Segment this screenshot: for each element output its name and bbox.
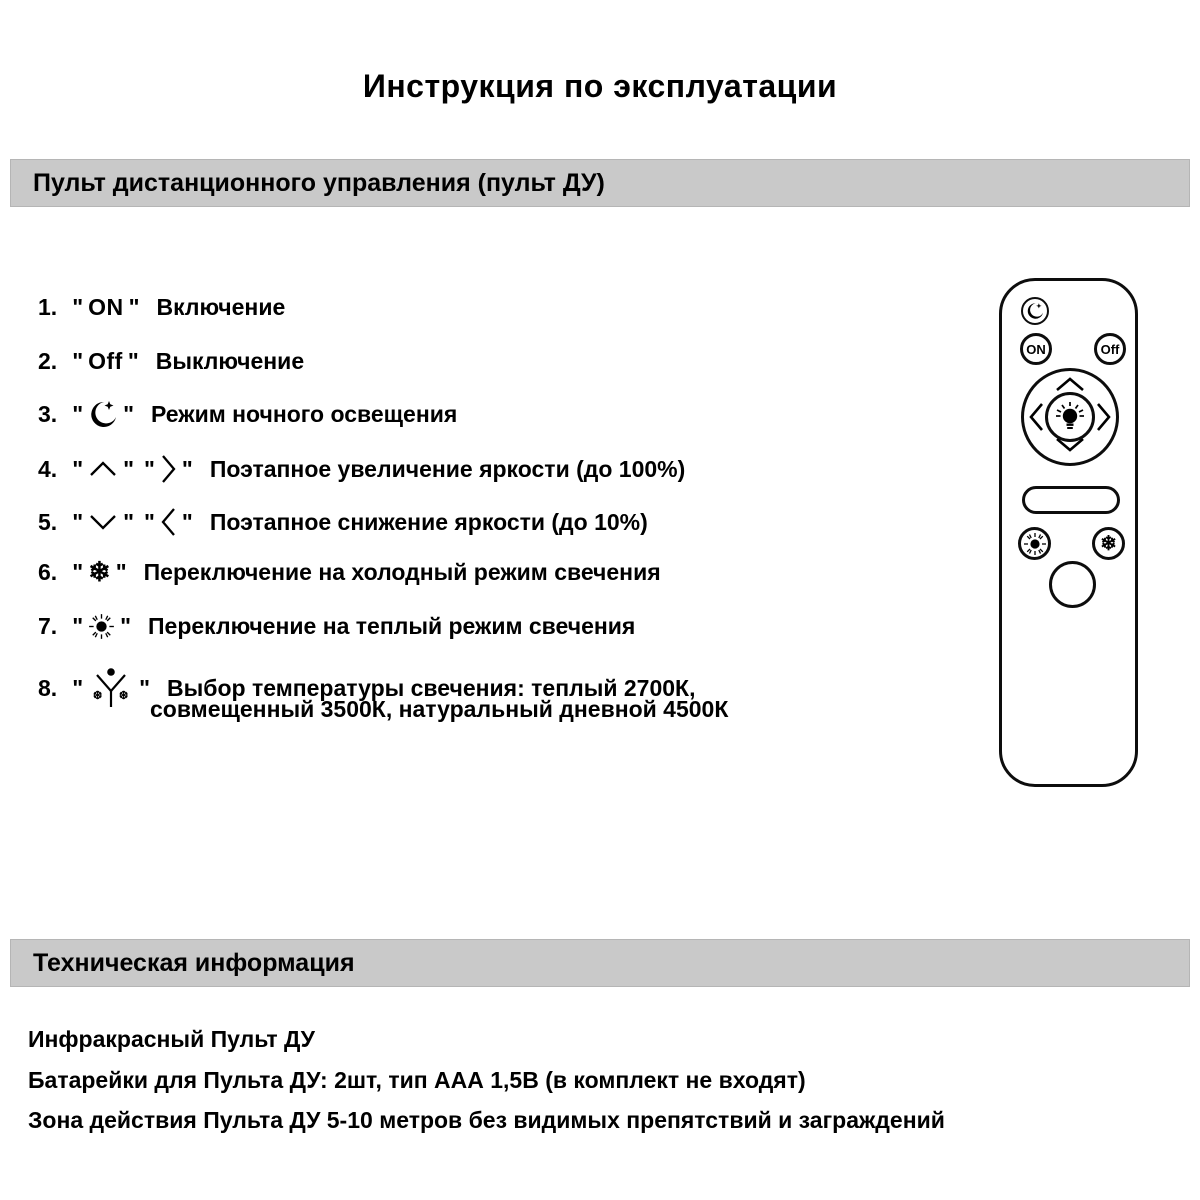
quote-mark: "	[123, 400, 134, 427]
quote-mark: "	[115, 559, 127, 585]
quote-mark: "	[72, 348, 84, 374]
quote-mark: "	[128, 294, 140, 320]
remote-night-mode-button	[1021, 297, 1049, 325]
svg-text:❆: ❆	[93, 690, 103, 702]
instruction-number: 6.	[38, 559, 58, 585]
sun-icon	[1023, 532, 1047, 556]
quote-mark: "	[181, 455, 193, 482]
remote-pill-button	[1022, 486, 1120, 514]
instruction-number: 1.	[38, 294, 58, 320]
temp-select-icon	[88, 666, 134, 710]
quote-mark: "	[123, 508, 134, 535]
chevron-up-icon	[88, 460, 118, 478]
moon-star-icon	[1026, 302, 1044, 320]
instruction-number: 2.	[38, 348, 58, 374]
chevron-left-icon	[160, 505, 177, 539]
instruction-label: Режим ночного освещения	[151, 400, 458, 427]
instruction-label: Поэтапное увеличение яркости (до 100%)	[209, 455, 686, 482]
remote-off-label: Off	[1100, 341, 1120, 357]
remote-warm-mode-button	[1018, 527, 1051, 560]
quote-mark: "	[72, 674, 84, 701]
instruction-label: Поэтапное снижение яркости (до 10%)	[209, 508, 648, 535]
dpad-left-arrow-icon	[1029, 401, 1044, 438]
instruction-8-label-line2: совмещенный 3500К, натуральный дневной 4500К	[150, 696, 729, 722]
remote-control-illustration	[999, 278, 1138, 787]
remote-off-button	[1094, 333, 1126, 365]
instruction-number: 3.	[38, 400, 58, 427]
section-header-tech	[10, 939, 1190, 987]
instruction-item-7	[38, 613, 635, 640]
quote-mark: "	[72, 400, 84, 427]
instruction-number: 5.	[38, 508, 58, 535]
tech-info-line-2: Батарейки для Пульта ДУ: 2шт, тип ААА 1,5В (в комплект не входят)	[28, 1067, 806, 1093]
remote-on-label: ON	[1026, 341, 1046, 357]
quote-mark: "	[139, 674, 150, 701]
section-header-remote	[10, 159, 1190, 207]
quote-mark: "	[144, 508, 155, 535]
moon-star-icon	[88, 399, 118, 429]
svg-text:❆: ❆	[119, 690, 129, 702]
remote-bottom-round-button	[1049, 561, 1096, 608]
instruction-label: Переключение на холодный режим свечения	[143, 559, 661, 585]
button-name-text: ON	[88, 294, 124, 320]
quote-mark: "	[123, 455, 134, 482]
instruction-item-6	[38, 559, 661, 586]
remote-on-button	[1020, 333, 1052, 365]
instruction-item-4	[38, 452, 685, 486]
button-name-text: Off	[88, 348, 123, 374]
snowflake-icon: ❄	[88, 557, 111, 587]
chevron-down-icon	[88, 513, 118, 531]
instruction-item-3	[38, 399, 457, 429]
page-title: Инструкция по эксплуатации	[362, 68, 838, 104]
quote-mark: "	[72, 455, 84, 482]
quote-mark: "	[72, 613, 84, 639]
instruction-label: Выбор температуры свечения: теплый 2700К,	[167, 674, 696, 701]
bulb-icon	[1055, 401, 1085, 433]
instruction-item-5	[38, 505, 648, 539]
snowflake-icon: ❄	[1100, 533, 1117, 555]
instruction-item-2	[38, 348, 304, 375]
instruction-label: Выключение	[155, 348, 305, 374]
quote-mark: "	[72, 294, 84, 320]
remote-bulb-button	[1045, 392, 1095, 442]
quote-mark: "	[144, 455, 155, 482]
section-header-remote-label: Пульт дистанционного управления (пульт ДУ)	[33, 168, 605, 197]
instruction-label: Переключение на теплый режим свечения	[148, 613, 636, 639]
tech-info-line-1: Инфракрасный Пульт ДУ	[28, 1026, 315, 1052]
instruction-item-1	[38, 294, 285, 321]
section-header-tech-label: Техническая информация	[33, 948, 355, 977]
instruction-number: 4.	[38, 455, 58, 482]
quote-mark: "	[181, 508, 193, 535]
quote-mark: "	[72, 508, 84, 535]
instruction-number: 7.	[38, 613, 58, 639]
sun-icon	[88, 613, 115, 640]
quote-mark: "	[120, 613, 131, 639]
instruction-label: Включение	[156, 294, 286, 320]
remote-cold-mode-button	[1092, 527, 1125, 560]
tech-info-line-3: Зона действия Пульта ДУ 5-10 метров без видимых препятствий и заграждений	[28, 1107, 945, 1133]
chevron-right-icon	[160, 452, 177, 486]
instruction-number: 8.	[38, 674, 58, 701]
dpad-right-arrow-icon	[1096, 401, 1111, 438]
quote-mark: "	[127, 348, 139, 374]
quote-mark: "	[72, 559, 84, 585]
